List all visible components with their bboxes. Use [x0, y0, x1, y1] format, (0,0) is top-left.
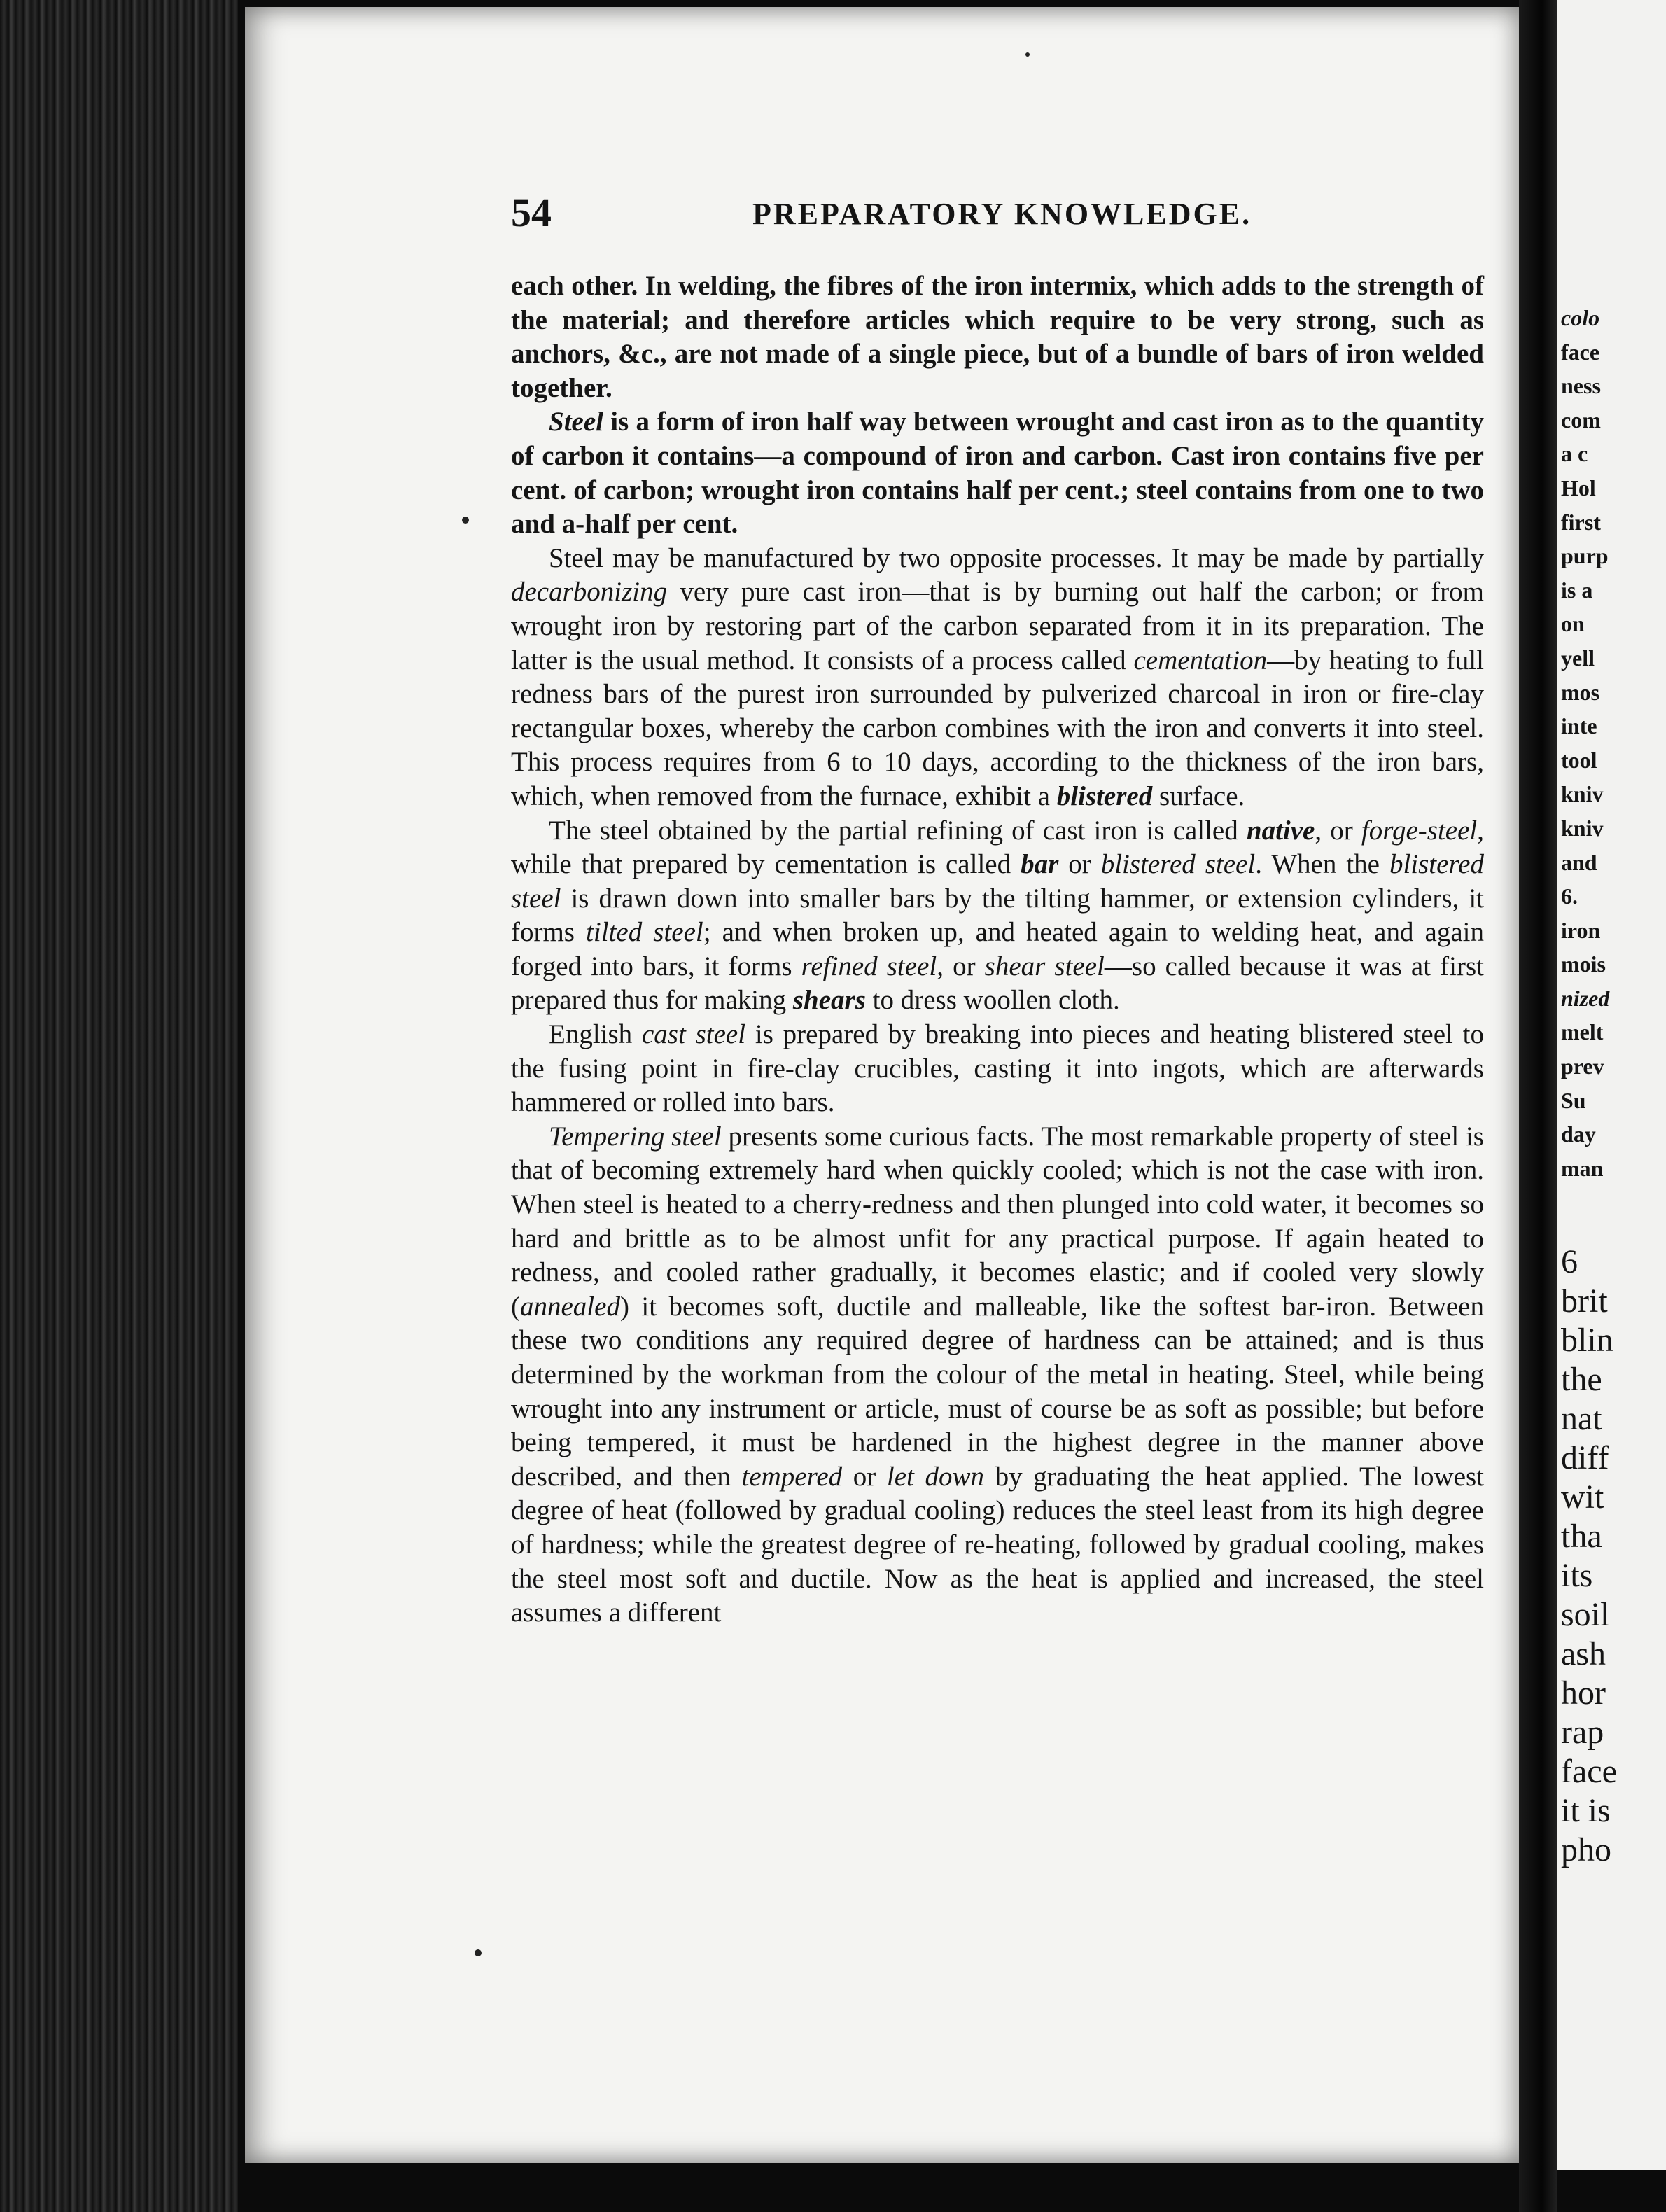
facing-line-large: rap: [1561, 1714, 1604, 1751]
facing-line: iron: [1561, 917, 1601, 943]
term-steel: Steel: [549, 407, 603, 438]
facing-line: Su: [1561, 1087, 1586, 1113]
paragraph-cast-steel: [511, 1018, 1484, 1120]
facing-line: nized: [1561, 985, 1610, 1011]
facing-line: is a: [1561, 577, 1593, 603]
facing-line: kniv: [1561, 781, 1604, 807]
facing-line-large: diff: [1561, 1439, 1609, 1476]
facing-line: 6.: [1561, 883, 1578, 909]
facing-line: face: [1561, 339, 1600, 365]
facing-line: Hol: [1561, 475, 1596, 500]
facing-line: and: [1561, 849, 1597, 875]
paragraph-tempering: [511, 1120, 1484, 1630]
facing-line-large: ash: [1561, 1635, 1606, 1672]
facing-line-large: tha: [1561, 1518, 1602, 1555]
term-decarbonizing: decarbonizing: [511, 577, 668, 608]
main-text: [511, 270, 1484, 1630]
text-span: is a form of iron half way between wrought and cast iron as to the quantity of carbon it contains—a compound of iron and carbon. Cast iron contains five per cent. of carbon; wrought iron contains half per cent.; steel contains from one to two and a-half per cent.: [511, 407, 1484, 540]
facing-line: purp: [1561, 543, 1609, 569]
page-number: 54: [511, 190, 552, 235]
text-span: . When the: [1255, 849, 1390, 880]
facing-line-large: pho: [1561, 1831, 1611, 1868]
term-tempered: tempered: [741, 1461, 843, 1492]
term-cementation: cementation: [1133, 645, 1268, 676]
facing-line: kniv: [1561, 815, 1604, 841]
ink-speck: [475, 1949, 482, 1956]
text-span: —by heating to full redness bars of the purest iron surrounded by pulverized charcoal in iron or fire-clay rectangular boxes, whereby the carbon combines with the iron and converts it into steel. This process requires from 6 to 10 days, according to the thickness of the iron bars, which, when removed from the furnace, exhibit a: [511, 645, 1484, 811]
facing-page-small-text: [1561, 301, 1666, 1185]
facing-line: day: [1561, 1121, 1596, 1147]
text-span: English: [549, 1019, 642, 1050]
text-span: , while that prepared by cementation is called: [511, 815, 1484, 880]
ink-speck: [1026, 52, 1030, 57]
text-span: to dress woollen cloth.: [865, 985, 1120, 1016]
facing-line: com: [1561, 407, 1601, 433]
text-span: , or: [1315, 815, 1362, 846]
facing-line-large: blin: [1561, 1322, 1614, 1359]
term-cast-steel: cast steel: [641, 1019, 746, 1050]
term-forge-steel: forge-steel: [1361, 815, 1478, 846]
facing-line: ness: [1561, 373, 1601, 399]
facing-line-large: face: [1561, 1753, 1617, 1790]
facing-page-large-text: [1561, 1242, 1666, 1870]
term-let-down: let down: [886, 1461, 985, 1492]
text-span: presents some curious facts. The most remarkable property of steel is that of becoming extremely hard when quickly cooled; which is not the case with iron. When steel is heated to a cherry-redness and then plunged into cold water, it becomes so hard and brittle as to be almost unfit for any practical purpose. If again heated to redness, and cooled rather gradually, it becomes elastic; and if cooled very slowly (: [511, 1121, 1484, 1322]
facing-line-large: 6: [1561, 1243, 1578, 1280]
text-span: —so called because it was at first prepared thus for making: [511, 951, 1484, 1016]
text-span: or: [842, 1461, 887, 1492]
term-shears: shears: [792, 985, 866, 1016]
paragraph-welding: each other. In welding, the fibres of the iron intermix, which adds to the strength of the material; and therefore articles which require to be very strong, such as anchors, &c., are not made of a single piece, but of a bundle of bars of iron welded together.: [511, 271, 1484, 403]
facing-line-large: it is: [1561, 1792, 1611, 1829]
facing-line: yell: [1561, 645, 1595, 671]
facing-line: first: [1561, 509, 1601, 535]
facing-line: tool: [1561, 747, 1597, 773]
text-span: is drawn down into smaller bars by the tilting hammer, or extension cylinders, it forms: [511, 883, 1484, 948]
term-blistered-steel: blistered steel: [511, 849, 1484, 913]
book-page-edges: [0, 0, 238, 2212]
facing-line-large: nat: [1561, 1400, 1602, 1437]
text-span: is prepared by breaking into pieces and heating blistered steel to the fusing point in fire-clay crucibles, casting it into ingots, which are afterwards hammered or rolled into bars.: [511, 1019, 1484, 1118]
facing-line: mois: [1561, 951, 1606, 977]
facing-line-large: hor: [1561, 1674, 1606, 1712]
facing-line: mos: [1561, 679, 1600, 705]
text-span: ) it becomes soft, ductile and malleable, like the softest bar-iron. Between these two conditions any required degree of hardness can be attained; and is thus determined by the workman from the colour of the metal in heating. Steel, while being wrought into any instrument or article, must of course be as soft as possible; but before being tempered, it must be hardened in the highest degree in the manner above described, and then: [511, 1291, 1484, 1492]
text-span: , or: [937, 951, 985, 981]
book-gutter: [1519, 0, 1558, 2212]
facing-line: colo: [1561, 305, 1600, 330]
text-span: by graduating the heat applied. The lowest degree of heat (followed by gradual cooling) reduces the steel least from its high degree of hardness; while the greatest degree of re-heating, followed by gradual cooling, makes the steel most soft and ductile. Now as the heat is applied and increased, the steel assumes a different: [511, 1461, 1485, 1628]
facing-line: inte: [1561, 713, 1597, 739]
term-blistered-steel: blistered steel: [1100, 849, 1256, 880]
term-tilted-steel: tilted steel: [586, 917, 704, 948]
ink-speck: [462, 517, 469, 524]
text-span: ; and when broken up, and heated again to welding heat, and again forged into bars, it forms: [511, 917, 1484, 981]
facing-line: melt: [1561, 1019, 1604, 1045]
term-shear-steel: shear steel: [984, 951, 1105, 981]
term-blistered: blistered: [1056, 780, 1153, 811]
facing-line: a c: [1561, 441, 1588, 467]
text-span: surface.: [1152, 780, 1245, 811]
facing-line: on: [1561, 611, 1585, 637]
text-span: or: [1058, 849, 1101, 880]
paragraph-steel-definition: [511, 405, 1484, 541]
facing-line: prev: [1561, 1054, 1604, 1079]
running-head: PREPARATORY KNOWLEDGE.: [752, 197, 1252, 231]
term-tempering-steel: Tempering steel: [549, 1121, 722, 1152]
facing-line: man: [1561, 1155, 1604, 1181]
page-header: [511, 189, 1470, 238]
text-span: very pure cast iron—that is by burning out half the carbon; or from wrought iron by restoring part of the carbon separated from it in its preparation. The latter is the usual method. It consists of a process called: [511, 577, 1484, 676]
term-annealed: annealed: [520, 1291, 620, 1322]
facing-line-large: the: [1561, 1361, 1602, 1398]
term-bar: bar: [1021, 849, 1059, 880]
facing-line-large: brit: [1561, 1282, 1608, 1320]
text-span: Steel may be manufactured by two opposite processes. It may be made by partially: [549, 542, 1484, 573]
term-native: native: [1246, 815, 1315, 846]
text-span: The steel obtained by the partial refining of cast iron is called: [549, 815, 1247, 846]
paragraph-steel-types: [511, 814, 1484, 1018]
facing-line-large: soil: [1561, 1596, 1610, 1633]
facing-line-large: its: [1561, 1557, 1593, 1594]
paragraph-manufacture: [511, 542, 1484, 814]
facing-line-large: wit: [1561, 1478, 1604, 1516]
term-refined-steel: refined steel: [801, 951, 937, 981]
